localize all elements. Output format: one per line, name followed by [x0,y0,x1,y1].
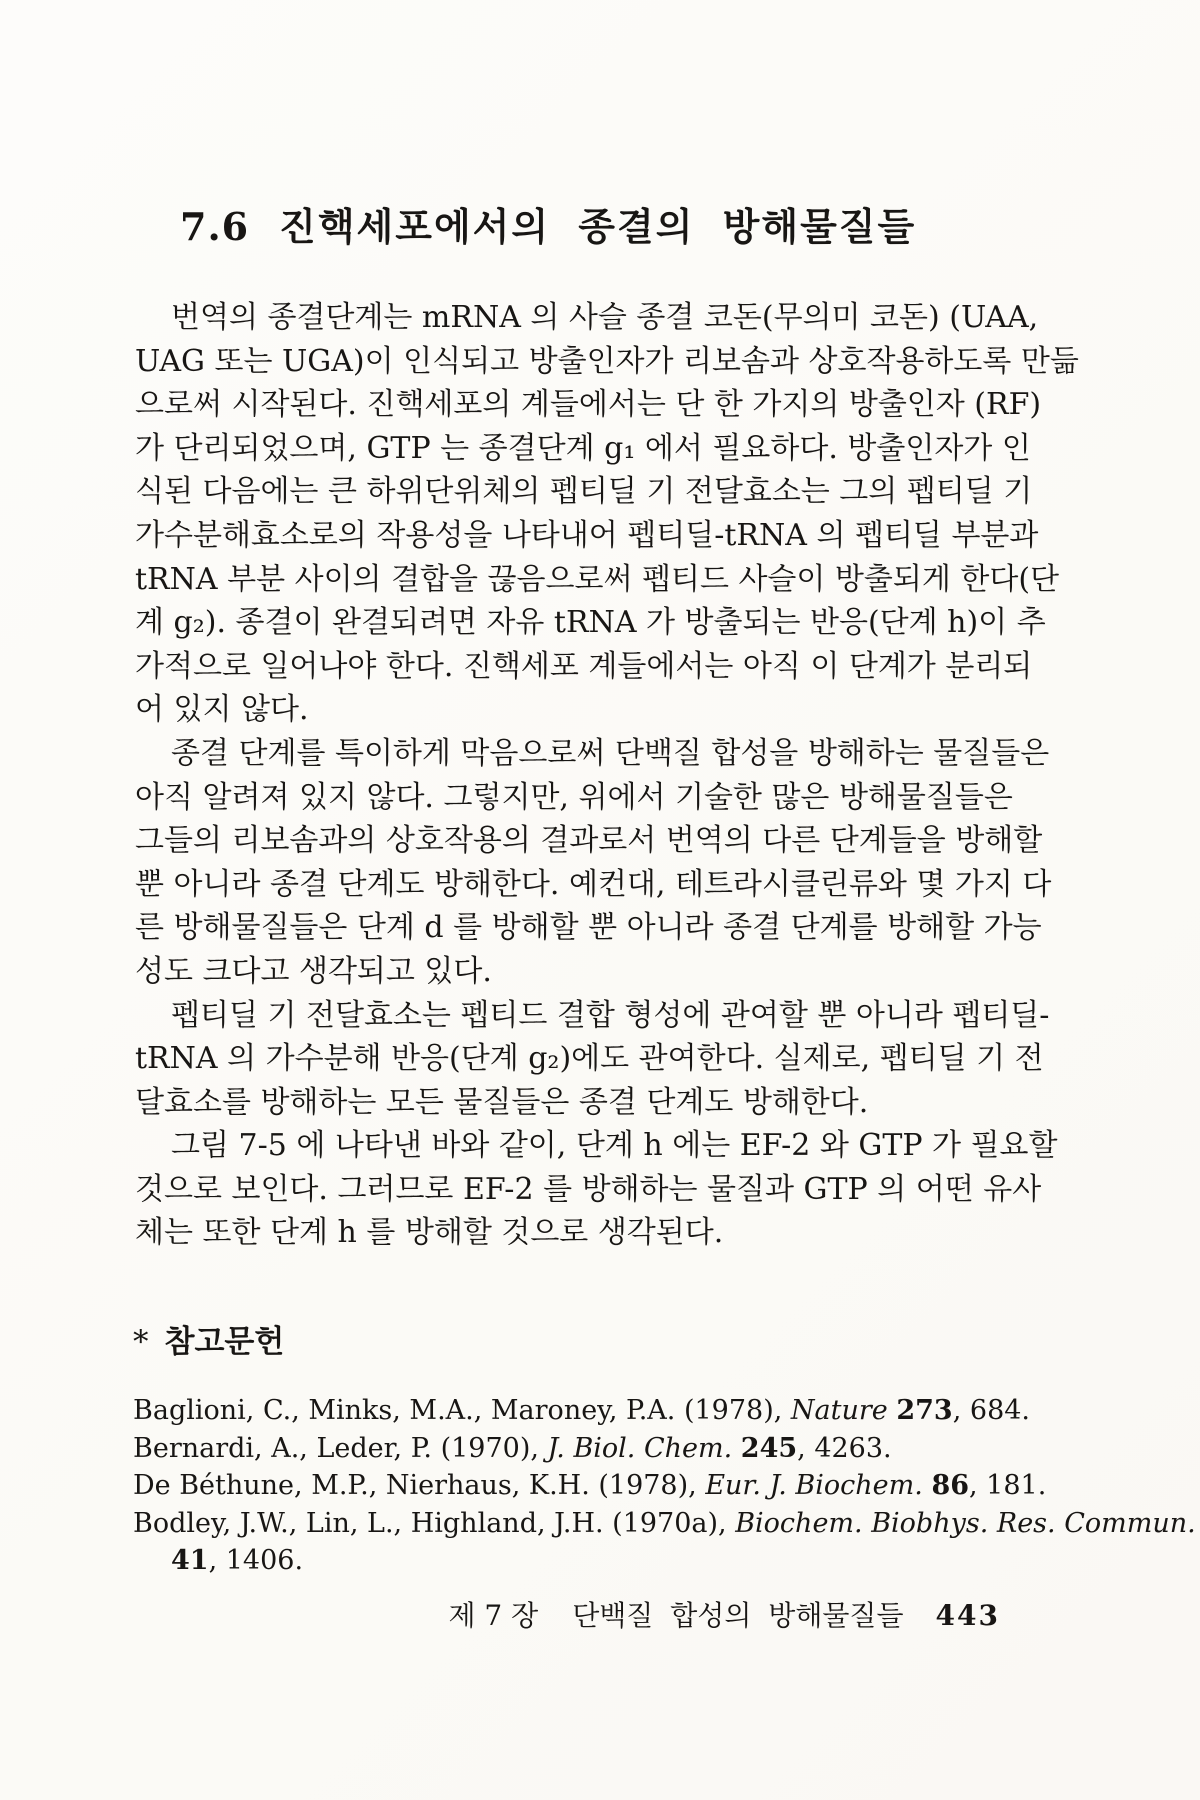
reference-segment: , 684. [952,1395,1031,1426]
section-title-text: 진핵세포에서의 종결의 방해물질들 [279,204,917,249]
reference-segment: 41 [171,1545,209,1576]
reference-item [133,1392,1031,1430]
body-line: tRNA 의 가수분해 반응(단계 g₂)에도 관여한다. 실제로, 펩티딜 기 전 [135,1041,1044,1077]
section-heading [180,196,916,251]
reference-item [133,1505,1196,1543]
body-line: 가 단리되었으며, GTP 는 종결단계 g₁ 에서 필요하다. 방출인자가 인 [135,430,1031,466]
reference-segment: 245 [740,1432,798,1464]
body-line: 아직 알려져 있지 않다. 그렇지만, 위에서 기술한 많은 방해물질들은 [135,779,1013,815]
body-line: 그림 7-5 에 나타낸 바와 같이, 단계 h 에는 EF-2 와 GTP 가 필요할 [171,1128,1058,1164]
reference-segment: , 1406. [208,1545,304,1576]
body-line: 가수분해효소로의 작용성을 나타내어 펩티딜-tRNA 의 펩티딜 부분과 [135,517,1039,553]
reference-segment [732,1433,741,1464]
body-line: 체는 또한 단계 h 를 방해할 것으로 생각된다. [135,1215,724,1251]
paragraph [135,1124,1058,1255]
body-line: 식된 다음에는 큰 하위단위체의 펩티딜 기 전달효소는 그의 펩티딜 기 [135,474,1033,510]
body-line: 번역의 종결단계는 mRNA 의 사슬 종결 코돈(무의미 코돈) (UAA, [171,300,1039,335]
paragraph [135,732,1052,994]
body-line: 종결 단계를 특이하게 막음으로써 단백질 합성을 방해하는 물질들은 [171,735,1050,771]
reference-segment: Baglioni, C., Minks, M.A., Maroney, P.A. (1978), [133,1395,791,1426]
reference-segment: Biochem. Biobhys. Res. Commun. [735,1507,1196,1539]
references-heading [133,1316,284,1361]
footer-chapter-label: 제 7 장 [448,1599,539,1632]
paragraph [135,296,1079,732]
page-footer [448,1594,1000,1634]
body-line: 계 g₂). 종결이 완결되려면 자유 tRNA 가 방출되는 반응(단계 h)이 추 [135,605,1046,641]
references-heading-label: 참고문헌 [164,1324,285,1360]
reference-segment: , 181. [969,1470,1047,1501]
body-line: UAG 또는 UGA)이 인식되고 방출인자가 리보솜과 상호작용하도록 만듦 [135,343,1079,379]
section-number: 7.6 [180,204,250,249]
reference-item [133,1467,1047,1505]
body-line: 성도 크다고 생각되고 있다. [135,953,492,989]
body-line: 그들의 리보솜과의 상호작용의 결과로서 번역의 다른 단계들을 방해할 [135,823,1043,859]
reference-segment: J. Biol. Chem. [547,1432,733,1464]
body-line: 으로써 시작된다. 진핵세포의 계들에서는 단 한 가지의 방출인자 (RF) [135,387,1042,423]
body-text [135,296,1079,1255]
reference-segment: Bodley, J.W., Lin, L., Highland, J.H. (1970a), [133,1507,736,1539]
body-line: 뿐 아니라 종결 단계도 방해한다. 예컨대, 테트라시클린류와 몇 가지 다 [135,866,1052,902]
reference-segment: De Béthune, M.P., Nierhaus, K.H. (1978), [133,1470,706,1501]
reference-list [133,1392,1196,1580]
footer-page-number: 443 [935,1599,1000,1632]
reference-item [133,1542,1013,1580]
reference-segment: Eur. J. Biochem. [705,1470,923,1501]
body-line: 달효소를 방해하는 모든 물질들은 종결 단계도 방해한다. [135,1084,869,1120]
body-line: 펩티딜 기 전달효소는 펩티드 결합 형성에 관여할 뿐 아니라 펩티딜- [171,997,1050,1033]
footer-chapter-title: 단백질 합성의 방해물질들 [572,1599,904,1632]
body-line: tRNA 부분 사이의 결합을 끊음으로써 펩티드 사슬이 방출되게 한다(단 [135,561,1060,597]
reference-segment: 86 [931,1470,970,1501]
reference-segment: 273 [896,1395,953,1426]
reference-segment: , 4263. [797,1432,892,1464]
asterisk-marker: * [133,1324,149,1360]
reference-item [133,1430,1013,1468]
body-line: 른 방해물질들은 단계 d 를 방해할 뿐 아니라 종결 단계를 방해할 가능 [135,910,1042,946]
body-line: 것으로 보인다. 그러므로 EF-2 를 방해하는 물질과 GTP 의 어떤 유사 [135,1171,1042,1207]
reference-segment: Nature [790,1395,888,1426]
paragraph [135,994,1050,1125]
body-line: 어 있지 않다. [135,692,309,728]
reference-segment: Bernardi, A., Leder, P. (1970), [133,1432,548,1464]
body-line: 가적으로 일어나야 한다. 진핵세포 계들에서는 아직 이 단계가 분리되 [135,648,1033,684]
